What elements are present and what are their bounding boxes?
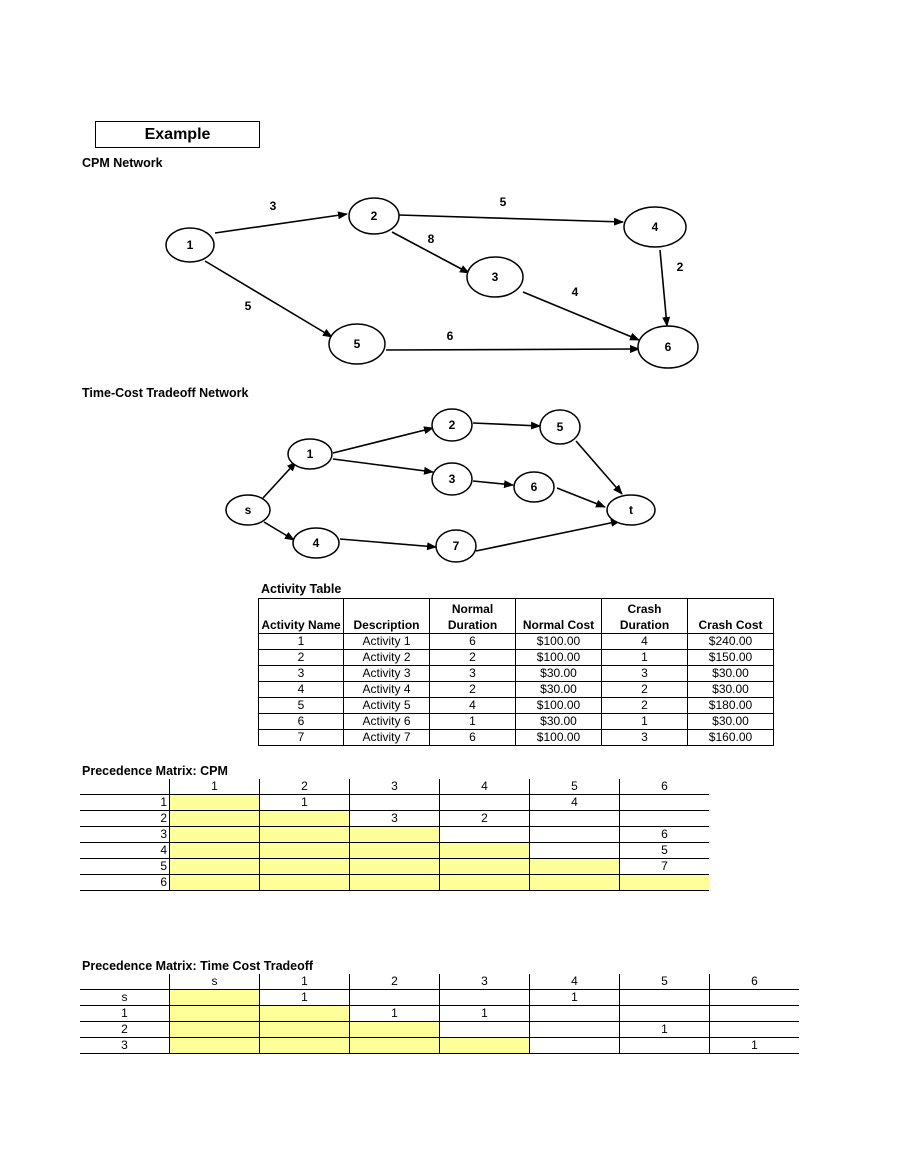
activity-table-cell: Activity 5 bbox=[344, 698, 430, 714]
matrix-cell: 5 bbox=[620, 843, 710, 859]
tct-edge-5-t bbox=[576, 441, 622, 494]
matrix-col-header: 1 bbox=[260, 974, 350, 990]
matrix-row bbox=[80, 875, 709, 891]
activity-table-cell: 6 bbox=[259, 714, 344, 730]
activity-table-row bbox=[259, 698, 774, 714]
matrix-cell bbox=[530, 859, 620, 875]
activity-table-cell: 3 bbox=[259, 666, 344, 682]
matrix-cell: 1 bbox=[260, 990, 350, 1006]
matrix-cell bbox=[440, 990, 530, 1006]
tct-edge-3-6 bbox=[473, 481, 513, 485]
matrix-cell bbox=[350, 1038, 440, 1054]
tct-edge-6-t bbox=[557, 488, 605, 507]
activity-table-cell: $150.00 bbox=[688, 650, 774, 666]
cpm-edge-5-6 bbox=[386, 349, 639, 350]
precedence-matrix-tct bbox=[80, 974, 799, 1054]
matrix-cell bbox=[440, 1038, 530, 1054]
cpm-edge-label: 2 bbox=[676, 260, 684, 274]
matrix-cell bbox=[260, 1038, 350, 1054]
activity-table-cell: 6 bbox=[430, 730, 516, 746]
matrix-col-header: 3 bbox=[350, 779, 440, 795]
matrix-row bbox=[80, 795, 709, 811]
tct-node-label: 5 bbox=[556, 420, 564, 434]
matrix-tct-title: Precedence Matrix: Time Cost Tradeoff bbox=[82, 959, 314, 973]
matrix-cell bbox=[530, 1006, 620, 1022]
matrix-cell bbox=[530, 875, 620, 891]
matrix-cell bbox=[260, 1022, 350, 1038]
activity-table-cell: $30.00 bbox=[516, 682, 602, 698]
matrix-row-header: 2 bbox=[80, 1022, 170, 1038]
activity-table-row bbox=[259, 730, 774, 746]
matrix-row-header: 3 bbox=[80, 1038, 170, 1054]
tct-node-label: 4 bbox=[312, 536, 320, 550]
matrix-cell bbox=[170, 795, 260, 811]
cpm-edge-4-6 bbox=[660, 250, 667, 326]
matrix-cell bbox=[440, 875, 530, 891]
matrix-cell bbox=[350, 827, 440, 843]
tct-nodes bbox=[226, 409, 655, 562]
cpm-node-4 bbox=[624, 207, 686, 247]
tct-node-4 bbox=[293, 528, 339, 558]
matrix-row-header: 3 bbox=[80, 827, 170, 843]
matrix-col-header: 2 bbox=[260, 779, 350, 795]
matrix-col-header: 4 bbox=[530, 974, 620, 990]
cpm-edge-3-6 bbox=[523, 292, 639, 340]
activity-table-cell: 1 bbox=[602, 714, 688, 730]
matrix-cell: 6 bbox=[620, 827, 710, 843]
tct-node-3 bbox=[432, 463, 472, 495]
activity-table-cell: $100.00 bbox=[516, 634, 602, 650]
cpm-nodes bbox=[166, 198, 698, 368]
matrix-row bbox=[80, 1006, 799, 1022]
matrix-row bbox=[80, 811, 709, 827]
matrix-cell bbox=[170, 843, 260, 859]
matrix-corner bbox=[80, 974, 170, 990]
activity-table-cell: Activity 6 bbox=[344, 714, 430, 730]
cpm-edge-label: 5 bbox=[499, 195, 507, 209]
matrix-row bbox=[80, 843, 709, 859]
activity-table-cell: 4 bbox=[602, 634, 688, 650]
matrix-cell: 1 bbox=[530, 990, 620, 1006]
matrix-row bbox=[80, 1038, 799, 1054]
tct-edge-4-7 bbox=[340, 539, 436, 547]
activity-table-cell: 2 bbox=[602, 682, 688, 698]
matrix-cpm-title: Precedence Matrix: CPM bbox=[82, 764, 228, 778]
tct-node-2 bbox=[432, 409, 472, 441]
matrix-cell: 2 bbox=[440, 811, 530, 827]
matrix-cell bbox=[620, 875, 710, 891]
matrix-cell: 1 bbox=[350, 1006, 440, 1022]
activity-table-header: Normal Duration bbox=[430, 599, 516, 634]
matrix-cell bbox=[710, 1006, 800, 1022]
cpm-node-label: 1 bbox=[186, 238, 194, 252]
cpm-node-1 bbox=[166, 228, 214, 262]
tct-node-label: t bbox=[629, 503, 633, 517]
matrix-col-header: 5 bbox=[620, 974, 710, 990]
activity-table-cell: 2 bbox=[259, 650, 344, 666]
matrix-cell bbox=[350, 795, 440, 811]
activity-table-cell: 2 bbox=[602, 698, 688, 714]
matrix-cell bbox=[350, 990, 440, 1006]
cpm-node-label: 4 bbox=[651, 220, 659, 234]
cpm-edge-1-2 bbox=[215, 214, 347, 233]
tct-node-1 bbox=[288, 439, 332, 469]
matrix-cell: 1 bbox=[440, 1006, 530, 1022]
matrix-cell: 1 bbox=[260, 795, 350, 811]
tct-edge-s-1 bbox=[263, 462, 296, 498]
activity-table-row bbox=[259, 650, 774, 666]
precedence-matrix-cpm bbox=[80, 779, 709, 891]
activity-table-cell: 3 bbox=[602, 666, 688, 682]
activity-table-header: Crash Duration bbox=[602, 599, 688, 634]
matrix-cell: 4 bbox=[530, 795, 620, 811]
matrix-cell bbox=[440, 859, 530, 875]
matrix-cell bbox=[260, 1006, 350, 1022]
matrix-cell bbox=[260, 875, 350, 891]
tct-edge-7-t bbox=[476, 521, 620, 551]
matrix-cell bbox=[530, 1038, 620, 1054]
matrix-cell bbox=[530, 843, 620, 859]
activity-table-cell: $30.00 bbox=[688, 714, 774, 730]
activity-table-cell: $100.00 bbox=[516, 730, 602, 746]
activity-table-cell: 5 bbox=[259, 698, 344, 714]
matrix-cell bbox=[620, 1038, 710, 1054]
activity-table-cell: 2 bbox=[430, 682, 516, 698]
matrix-col-header: s bbox=[170, 974, 260, 990]
matrix-cell bbox=[170, 1006, 260, 1022]
matrix-cell bbox=[530, 827, 620, 843]
cpm-edge-label: 3 bbox=[269, 199, 277, 213]
matrix-row-header: 2 bbox=[80, 811, 170, 827]
matrix-col-header: 3 bbox=[440, 974, 530, 990]
activity-table-cell: $100.00 bbox=[516, 650, 602, 666]
cpm-node-label: 2 bbox=[370, 209, 378, 223]
matrix-cell bbox=[620, 990, 710, 1006]
tct-node-5 bbox=[540, 410, 580, 444]
matrix-cell bbox=[170, 827, 260, 843]
activity-table-cell: $30.00 bbox=[688, 682, 774, 698]
matrix-row bbox=[80, 859, 709, 875]
matrix-cell bbox=[440, 827, 530, 843]
matrix-row bbox=[80, 827, 709, 843]
matrix-row-header: 6 bbox=[80, 875, 170, 891]
activity-table-header: Normal Cost bbox=[516, 599, 602, 634]
cpm-network-title: CPM Network bbox=[82, 156, 163, 170]
tct-network-title: Time-Cost Tradeoff Network bbox=[82, 386, 249, 400]
matrix-cell bbox=[620, 1006, 710, 1022]
matrix-col-header: 1 bbox=[170, 779, 260, 795]
activity-table-header: Description bbox=[344, 599, 430, 634]
tct-edge-s-4 bbox=[264, 522, 294, 540]
activity-table-cell: 3 bbox=[430, 666, 516, 682]
matrix-row-header: 4 bbox=[80, 843, 170, 859]
tct-node-label: 1 bbox=[306, 447, 314, 461]
matrix-cell bbox=[620, 795, 710, 811]
matrix-cell bbox=[350, 875, 440, 891]
activity-table-header: Activity Name bbox=[259, 599, 344, 634]
cpm-node-label: 5 bbox=[353, 337, 361, 351]
cpm-node-6 bbox=[638, 326, 698, 368]
matrix-cell bbox=[170, 811, 260, 827]
activity-table-row bbox=[259, 714, 774, 730]
cpm-node-2 bbox=[349, 198, 399, 234]
tct-edge-2-5 bbox=[473, 423, 540, 426]
tct-node-6 bbox=[514, 472, 554, 502]
tct-node-label: 3 bbox=[448, 472, 456, 486]
activity-table-cell: Activity 1 bbox=[344, 634, 430, 650]
matrix-col-header: 5 bbox=[530, 779, 620, 795]
activity-table-cell: 6 bbox=[430, 634, 516, 650]
matrix-cell bbox=[440, 843, 530, 859]
matrix-col-header: 2 bbox=[350, 974, 440, 990]
matrix-cell bbox=[170, 875, 260, 891]
cpm-edge-label: 5 bbox=[244, 299, 252, 313]
activity-table-cell: 2 bbox=[430, 650, 516, 666]
matrix-row-header: s bbox=[80, 990, 170, 1006]
activity-table-cell: 7 bbox=[259, 730, 344, 746]
activity-table-cell: $100.00 bbox=[516, 698, 602, 714]
cpm-edges bbox=[205, 195, 684, 350]
cpm-edge-1-5 bbox=[205, 261, 332, 337]
tct-node-label: s bbox=[244, 503, 252, 517]
tct-node-7 bbox=[436, 530, 476, 562]
matrix-cell bbox=[710, 990, 800, 1006]
matrix-cell bbox=[350, 843, 440, 859]
activity-table-row bbox=[259, 682, 774, 698]
matrix-cell bbox=[260, 859, 350, 875]
cpm-edge-2-4 bbox=[399, 215, 623, 222]
cpm-node-label: 6 bbox=[664, 340, 672, 354]
cpm-node-3 bbox=[467, 257, 523, 297]
activity-table-title: Activity Table bbox=[261, 582, 342, 596]
activity-table-cell: 1 bbox=[259, 634, 344, 650]
matrix-cell bbox=[350, 1022, 440, 1038]
tct-node-label: 6 bbox=[530, 480, 538, 494]
tct-node-t bbox=[607, 495, 655, 525]
cpm-edge-label: 4 bbox=[571, 285, 579, 299]
activity-table bbox=[258, 598, 774, 746]
activity-table-cell: 1 bbox=[602, 650, 688, 666]
matrix-col-header: 4 bbox=[440, 779, 530, 795]
matrix-cell bbox=[260, 827, 350, 843]
activity-table-cell: Activity 2 bbox=[344, 650, 430, 666]
activity-table-cell: $30.00 bbox=[516, 666, 602, 682]
matrix-row-header: 1 bbox=[80, 1006, 170, 1022]
matrix-cell bbox=[170, 1022, 260, 1038]
matrix-cell bbox=[440, 1022, 530, 1038]
activity-table-row bbox=[259, 666, 774, 682]
matrix-row-header: 1 bbox=[80, 795, 170, 811]
cpm-node-5 bbox=[329, 324, 385, 364]
matrix-cell bbox=[170, 859, 260, 875]
cpm-edge-label: 8 bbox=[427, 232, 435, 246]
matrix-corner bbox=[80, 779, 170, 795]
activity-table-cell: $30.00 bbox=[688, 666, 774, 682]
matrix-cell: 3 bbox=[350, 811, 440, 827]
activity-table-header: Crash Cost bbox=[688, 599, 774, 634]
activity-table-cell: 3 bbox=[602, 730, 688, 746]
activity-table-row bbox=[259, 634, 774, 650]
matrix-cell: 1 bbox=[710, 1038, 800, 1054]
example-label: Example bbox=[95, 121, 260, 148]
tct-edge-1-2 bbox=[333, 428, 433, 453]
matrix-col-header: 6 bbox=[620, 779, 710, 795]
matrix-cell bbox=[710, 1022, 800, 1038]
activity-table-cell: $30.00 bbox=[516, 714, 602, 730]
activity-table-cell: $240.00 bbox=[688, 634, 774, 650]
matrix-cell: 7 bbox=[620, 859, 710, 875]
activity-table-cell: $160.00 bbox=[688, 730, 774, 746]
matrix-cell bbox=[170, 1038, 260, 1054]
tct-node-s bbox=[226, 495, 270, 525]
tct-edge-1-3 bbox=[333, 459, 433, 472]
tct-node-label: 7 bbox=[452, 539, 460, 553]
matrix-cell bbox=[530, 1022, 620, 1038]
matrix-cell bbox=[530, 811, 620, 827]
activity-table-cell: $180.00 bbox=[688, 698, 774, 714]
activity-table-cell: Activity 4 bbox=[344, 682, 430, 698]
activity-table-cell: 1 bbox=[430, 714, 516, 730]
matrix-row bbox=[80, 1022, 799, 1038]
matrix-cell bbox=[620, 811, 710, 827]
matrix-row bbox=[80, 990, 799, 1006]
matrix-col-header: 6 bbox=[710, 974, 800, 990]
matrix-cell bbox=[260, 843, 350, 859]
matrix-cell bbox=[350, 859, 440, 875]
matrix-cell bbox=[170, 990, 260, 1006]
matrix-cell: 1 bbox=[620, 1022, 710, 1038]
activity-table-cell: Activity 3 bbox=[344, 666, 430, 682]
cpm-edge-label: 6 bbox=[446, 329, 454, 343]
tct-node-label: 2 bbox=[448, 418, 456, 432]
cpm-node-label: 3 bbox=[491, 270, 499, 284]
matrix-cell bbox=[260, 811, 350, 827]
matrix-cell bbox=[440, 795, 530, 811]
matrix-row-header: 5 bbox=[80, 859, 170, 875]
activity-table-cell: 4 bbox=[259, 682, 344, 698]
activity-table-cell: Activity 7 bbox=[344, 730, 430, 746]
activity-table-cell: 4 bbox=[430, 698, 516, 714]
